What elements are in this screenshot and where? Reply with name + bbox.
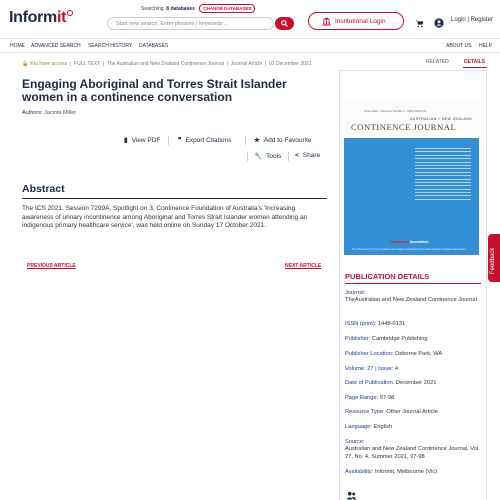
people-icon — [346, 491, 357, 500]
nav-help[interactable]: HELP — [479, 43, 493, 49]
export-citations-button[interactable]: ❞ Export Citations — [178, 137, 232, 144]
previous-article-link[interactable]: PREVIOUS ARTICLE — [27, 263, 76, 269]
people-button[interactable] — [346, 487, 357, 500]
nav-search-history[interactable]: SEARCH HISTORY — [88, 43, 133, 49]
publication-details-divider — [345, 283, 481, 284]
authors: Authors: Jacinta Miller — [22, 110, 77, 116]
detail-issn: ISSN (print): 1448-0131 — [345, 321, 406, 327]
active-tab-indicator — [463, 67, 487, 68]
detail-source: Source: Australian and New Zealand Continence Journal, Vol. 27, No. 4, Summer 2021, 97-98 — [345, 439, 480, 460]
nav-advanced-search[interactable]: ADVANCED SEARCH — [31, 43, 81, 49]
detail-journal: Journal: TheAustralian and New Zealand Continence Journal — [345, 290, 483, 305]
article-actions — [22, 136, 328, 164]
abstract-text: The ICS 2021, Session 7299A, Spotlight on 3, Continence Foundation of Australia's 'Increasing awareness of urinary incontinence among Aboriginal and Torres Strait Islander women attending an indigenous primary healthcare service', was held online on Sunday 17 October 2021. — [22, 205, 308, 230]
detail-resource-type: Resource Type: Other Journal Article — [345, 409, 438, 415]
nav-databases[interactable]: DATABASES — [139, 43, 169, 49]
access-badge: 🔓 You have access — [22, 61, 68, 67]
detail-language: Language: English — [345, 424, 393, 430]
cart-icon — [415, 19, 424, 28]
view-pdf-button[interactable]: ▮ View PDF — [124, 137, 161, 144]
article-meta: 🔓 You have access | FULL TEXT | The Australian and New Zealand Continence Journal | Journal Article | 01 December 2021 — [22, 61, 312, 67]
detail-publisher: Publisher: Cambridge Publishing — [345, 336, 428, 342]
detail-availability: Availability: Informit, Melbourne (Vic) — [345, 469, 438, 475]
detail-publication-date: Date of Publication: December 2021 — [345, 380, 437, 386]
change-databases-button[interactable]: CHANGE DATABASES — [199, 4, 255, 13]
feedback-tab[interactable]: Feedback — [488, 234, 500, 282]
pdf-icon: ▮ — [124, 137, 128, 144]
nav-home[interactable]: HOME — [10, 43, 25, 49]
search-icon — [281, 20, 288, 27]
cart-button[interactable] — [415, 15, 424, 33]
account-button[interactable] — [434, 15, 444, 33]
share-icon: < — [295, 152, 299, 159]
search-input[interactable]: Start new search. Enter phrases | keywords ... — [107, 17, 274, 30]
article-title: Engaging Aboriginal and Torres Strait Islander women in a continence conversation — [22, 77, 287, 104]
main-nav — [0, 38, 500, 53]
quote-icon: ❞ — [178, 137, 182, 144]
tab-related[interactable]: RELATED — [426, 59, 449, 65]
institution-icon — [322, 17, 331, 26]
author-link[interactable]: Jacinta Miller — [44, 110, 77, 116]
user-icon — [434, 18, 444, 28]
tab-details[interactable]: DETAILS — [464, 59, 486, 65]
star-icon: ★ — [254, 137, 260, 144]
login-register-link[interactable]: Login | Register — [451, 17, 493, 23]
detail-publisher-location: Publisher Location: Osborne Park, WA — [345, 351, 443, 357]
wrench-icon: 🔧 — [254, 153, 263, 160]
top-bar — [0, 0, 500, 38]
nav-about-us[interactable]: ABOUT US — [446, 43, 472, 49]
abstract-heading: Abstract — [22, 183, 65, 195]
publication-details-heading: PUBLICATION DETAILS — [345, 272, 430, 281]
informit-logo[interactable]: Informit — [9, 9, 66, 27]
tools-button[interactable]: 🔧 Tools — [254, 153, 282, 160]
search-button[interactable] — [275, 17, 294, 30]
journal-cover: Spring 2021 · Volume 27 Number 4 · ISSN 1448-0131 AUSTRALIAN + NEW ZEALAND CONTINENCE JOURNAL continence foundation The official journal of The Continence Foundation of Australia and the New Zealand Continence Association — [344, 100, 479, 255]
share-button[interactable]: < Share — [295, 152, 321, 159]
logo-ring-icon — [67, 10, 73, 16]
next-article-link[interactable]: NEXT ARTICLE — [285, 263, 322, 269]
detail-volume-issue: Volume: 27 | Issue: 4 — [345, 366, 399, 372]
detail-page-range: Page Range: 97-98 — [345, 395, 395, 401]
journal-value-link[interactable]: TheAustralian and New Zealand Continence Journal — [345, 297, 477, 304]
journal-link[interactable]: The Australian and New Zealand Continence Journal — [106, 61, 224, 67]
search-scope: Searching: 8 databases CHANGE DATABASES — [141, 4, 255, 13]
add-favourite-button[interactable]: ★ Add to Favourite — [254, 137, 312, 144]
abstract-divider — [22, 198, 327, 199]
institutional-login-button[interactable]: Institutional Login — [308, 12, 404, 30]
